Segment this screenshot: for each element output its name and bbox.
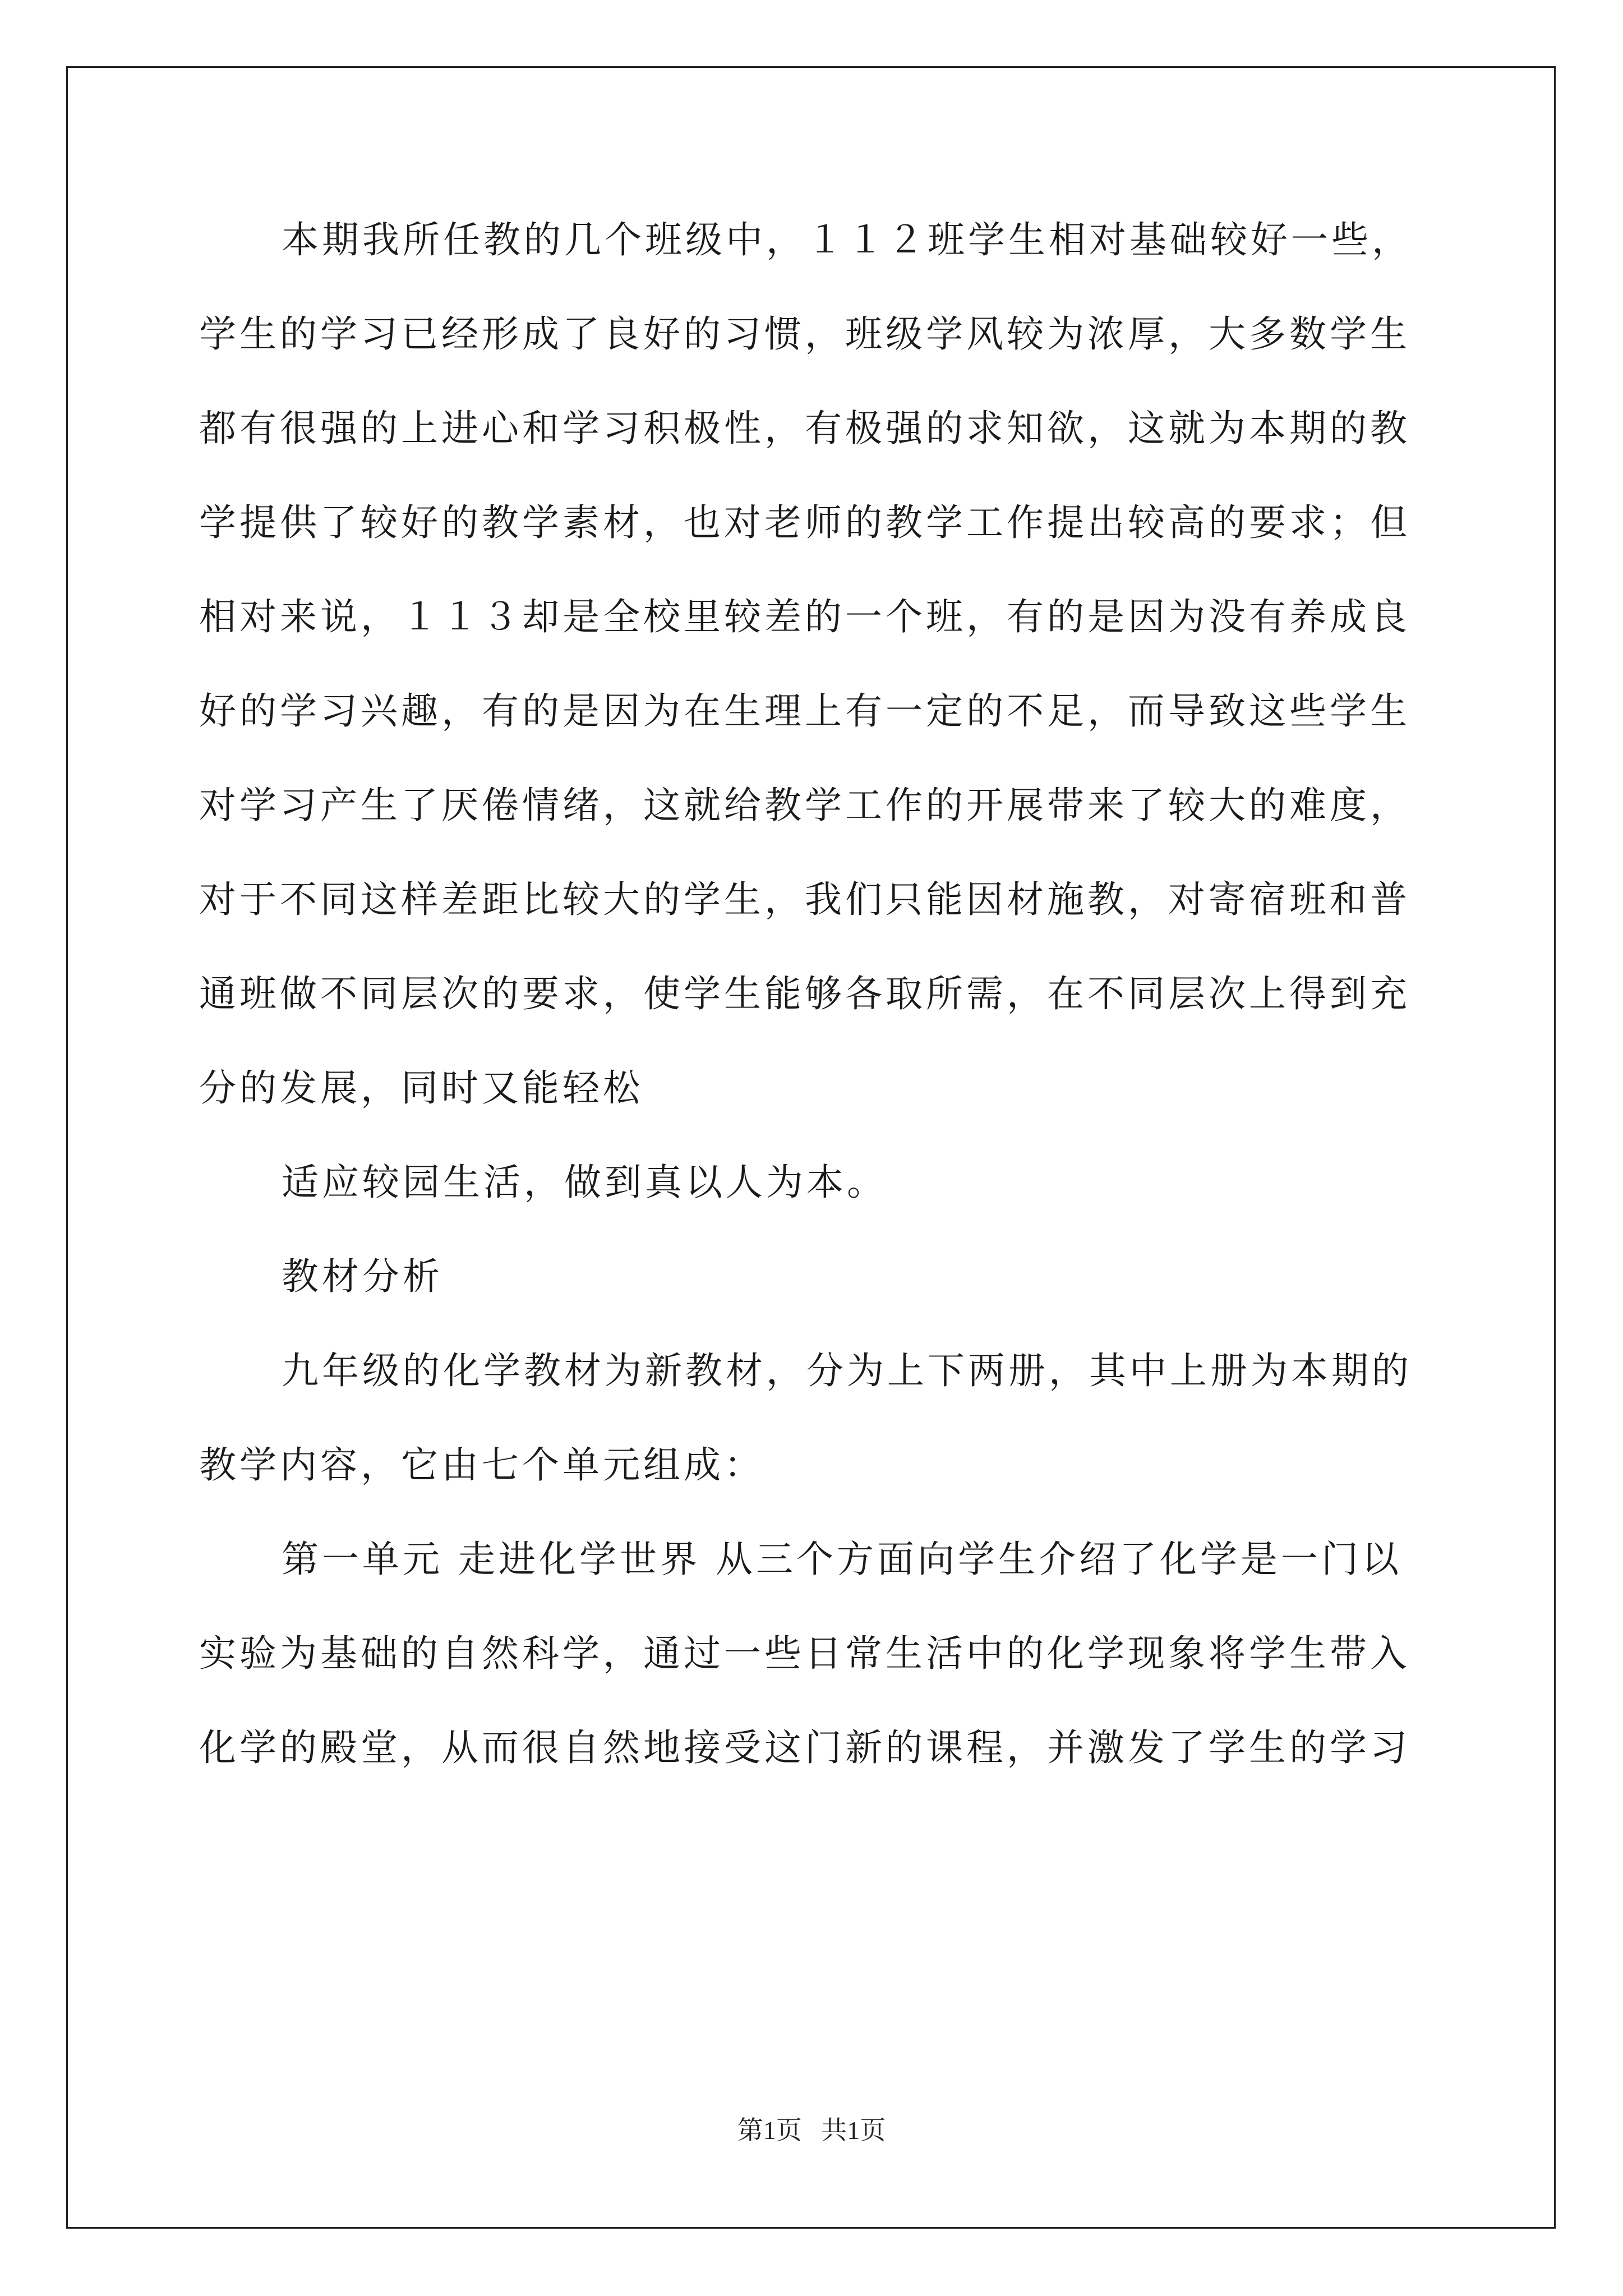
paragraph-line: 本期我所任教的几个班级中，１１２班学生相对基础较好一些， bbox=[282, 218, 1412, 261]
section-heading: 教材分析 bbox=[282, 1255, 443, 1298]
paragraph-line: 学提供了较好的教学素材，也对老师的教学工作提出较高的要求；但 bbox=[199, 501, 1410, 544]
paragraph-line: 化学的殿堂，从而很自然地接受这门新的课程，并激发了学生的学习 bbox=[199, 1726, 1410, 1769]
paragraph-line: 对于不同这样差距比较大的学生，我们只能因材施教，对寄宿班和普 bbox=[199, 878, 1410, 921]
page-border bbox=[66, 66, 1556, 2229]
paragraph-line: 九年级的化学教材为新教材，分为上下两册，其中上册为本期的 bbox=[282, 1349, 1412, 1392]
paragraph-line: 第一单元 走进化学世界 从三个方面向学生介绍了化学是一门以 bbox=[282, 1538, 1402, 1581]
page-number: 第1页 共1页 bbox=[737, 2116, 886, 2145]
paragraph-line: 教学内容，它由七个单元组成： bbox=[199, 1443, 764, 1487]
paragraph-line: 分的发展，同时又能轻松 bbox=[199, 1066, 643, 1110]
paragraph-line: 实验为基础的自然科学，通过一些日常生活中的化学现象将学生带入 bbox=[199, 1632, 1410, 1675]
paragraph-line: 好的学习兴趣，有的是因为在生理上有一定的不足，而导致这些学生 bbox=[199, 689, 1410, 733]
paragraph-line: 适应较园生活，做到真以人为本。 bbox=[282, 1161, 887, 1204]
paragraph-line: 相对来说，１１３却是全校里较差的一个班，有的是因为没有养成良 bbox=[199, 595, 1410, 638]
paragraph-line: 对学习产生了厌倦情绪，这就给教学工作的开展带来了较大的难度， bbox=[199, 784, 1410, 827]
paragraph-line: 通班做不同层次的要求，使学生能够各取所需，在不同层次上得到充 bbox=[199, 972, 1410, 1015]
paragraph-line: 都有很强的上进心和学习积极性，有极强的求知欲，这就为本期的教 bbox=[199, 407, 1410, 450]
paragraph-line: 学生的学习已经形成了良好的习惯，班级学风较为浓厚，大多数学生 bbox=[199, 312, 1410, 356]
